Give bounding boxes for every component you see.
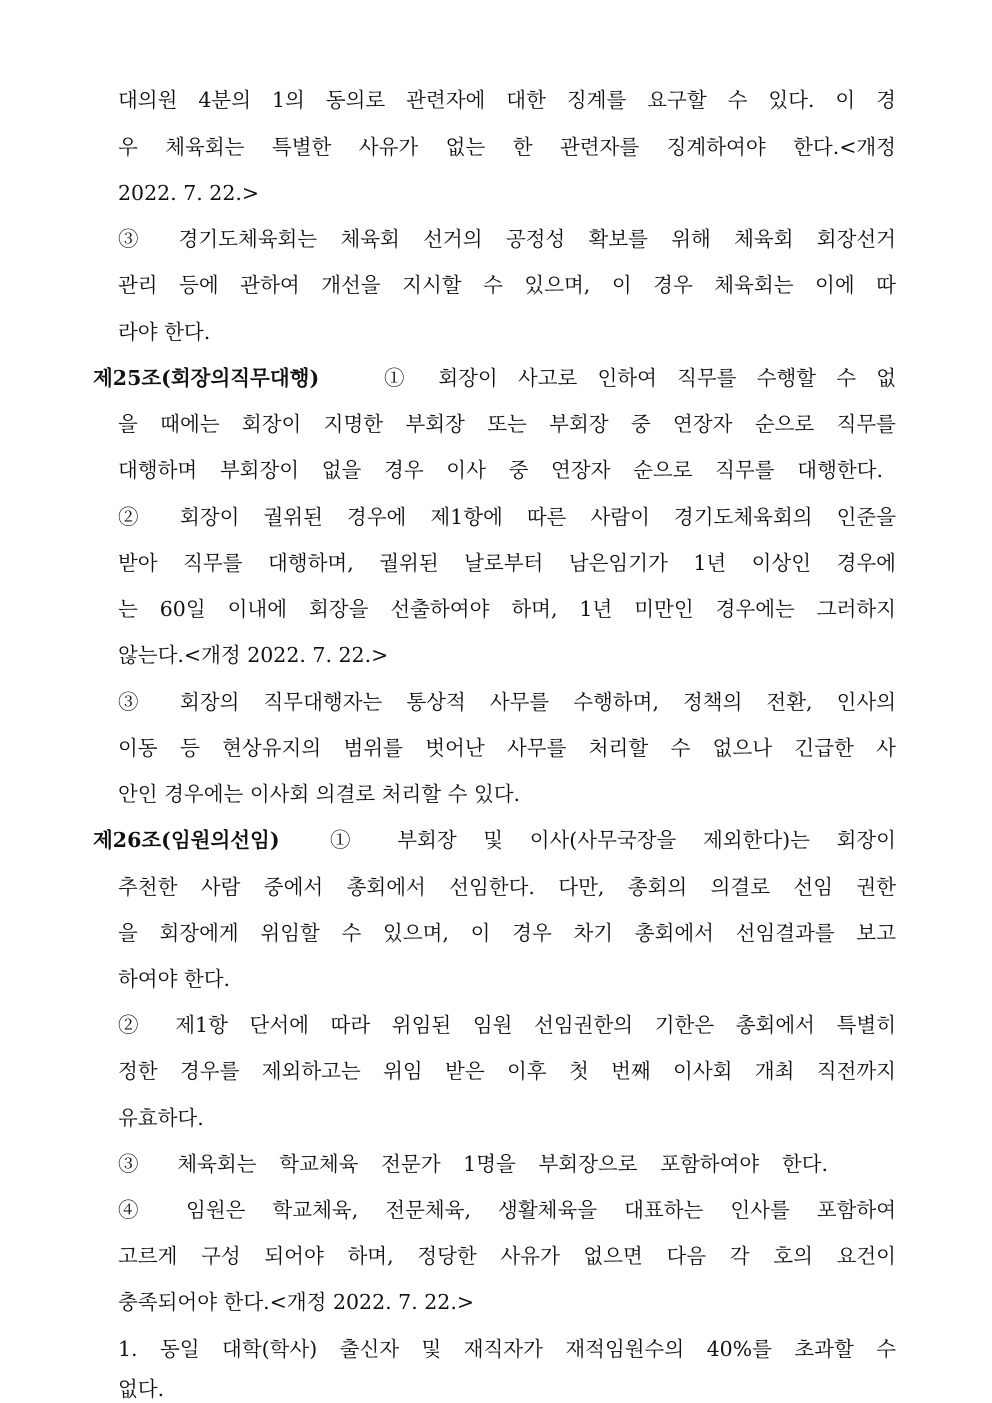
article-26-heading: 제26조(임원의선임) [93,828,280,852]
text-line: 우 체육회는 특별한 사유가 없는 한 관련자를 징계하여야 한다.<개정 [118,135,896,159]
text-line: 관리 등에 관하여 개선을 지시할 수 있으며, 이 경우 체육회는 이에 따 [118,273,896,297]
text-line: 을 회장에게 위임할 수 있으며, 이 경우 차기 총회에서 선임결과를 보고 [118,921,896,945]
text-line: 라야 한다. [118,320,211,344]
text-line: 충족되어야 한다.<개정 2022. 7. 22.> [118,1290,475,1314]
text-line: ③ 회장의 직무대행자는 통상적 사무를 수행하며, 정책의 전환, 인사의 [118,690,896,714]
text-line: 고르게 구성 되어야 하며, 정당한 사유가 없으면 다음 각 호의 요건이 [118,1244,896,1268]
text-line: ② 회장이 궐위된 경우에 제1항에 따른 사람이 경기도체육회의 인준을 [118,505,896,529]
text-line: 안인 경우에는 이사회 의결로 처리할 수 있다. [118,782,521,806]
text-line: 1. 동일 대학(학사) 출신자 및 재직자가 재적임원수의 40%를 초과할 수 [118,1337,896,1361]
article-25-first-line [93,358,896,398]
article-25-heading: 제25조(회장의직무대행) [93,366,320,390]
text-line: 없다. [118,1377,165,1401]
text-line: ② 제1항 단서에 따라 위임된 임원 선임권한의 기한은 총회에서 특별히 [118,1013,896,1037]
text-line: 않는다.<개정 2022. 7. 22.> [118,643,389,667]
text-line: ① 부회장 및 이사(사무국장을 제외한다)는 회장이 [330,828,896,852]
text-line: 대의원 4분의 1의 동의로 관련자에 대한 징계를 요구할 수 있다. 이 경 [118,88,896,112]
text-line: ③ 체육회는 학교체육 전문가 1명을 부회장으로 포함하여야 한다. [118,1152,828,1176]
article-26-first-line [93,820,896,860]
text-line: ④ 임원은 학교체육, 전문체육, 생활체육을 대표하는 인사를 포함하여 [118,1198,896,1222]
text-line: ① 회장이 사고로 인하여 직무를 수행할 수 없 [384,366,896,390]
text-line: 받아 직무를 대행하며, 궐위된 날로부터 남은임기가 1년 이상인 경우에 [118,551,896,575]
text-line: 대행하며 부회장이 없을 경우 이사 중 연장자 순으로 직무를 대행한다. [118,458,883,482]
text-line: 정한 경우를 제외하고는 위임 받은 이후 첫 번째 이사회 개최 직전까지 [118,1059,896,1083]
text-line: 유효하다. [118,1106,204,1130]
text-line: 하여야 한다. [118,967,231,991]
text-line: 을 때에는 회장이 지명한 부회장 또는 부회장 중 연장자 순으로 직무를 [118,412,896,436]
text-line: 추천한 사람 중에서 총회에서 선임한다. 다만, 총회의 의결로 선임 권한 [118,875,896,899]
text-line: 이동 등 현상유지의 범위를 벗어난 사무를 처리할 수 없으나 긴급한 사 [118,736,896,760]
text-line: ③ 경기도체육회는 체육회 선거의 공정성 확보를 위해 체육회 회장선거 [118,227,896,251]
text-line: 2022. 7. 22.> [118,181,260,205]
text-line: 는 60일 이내에 회장을 선출하여야 하며, 1년 미만인 경우에는 그러하지 [118,597,896,621]
